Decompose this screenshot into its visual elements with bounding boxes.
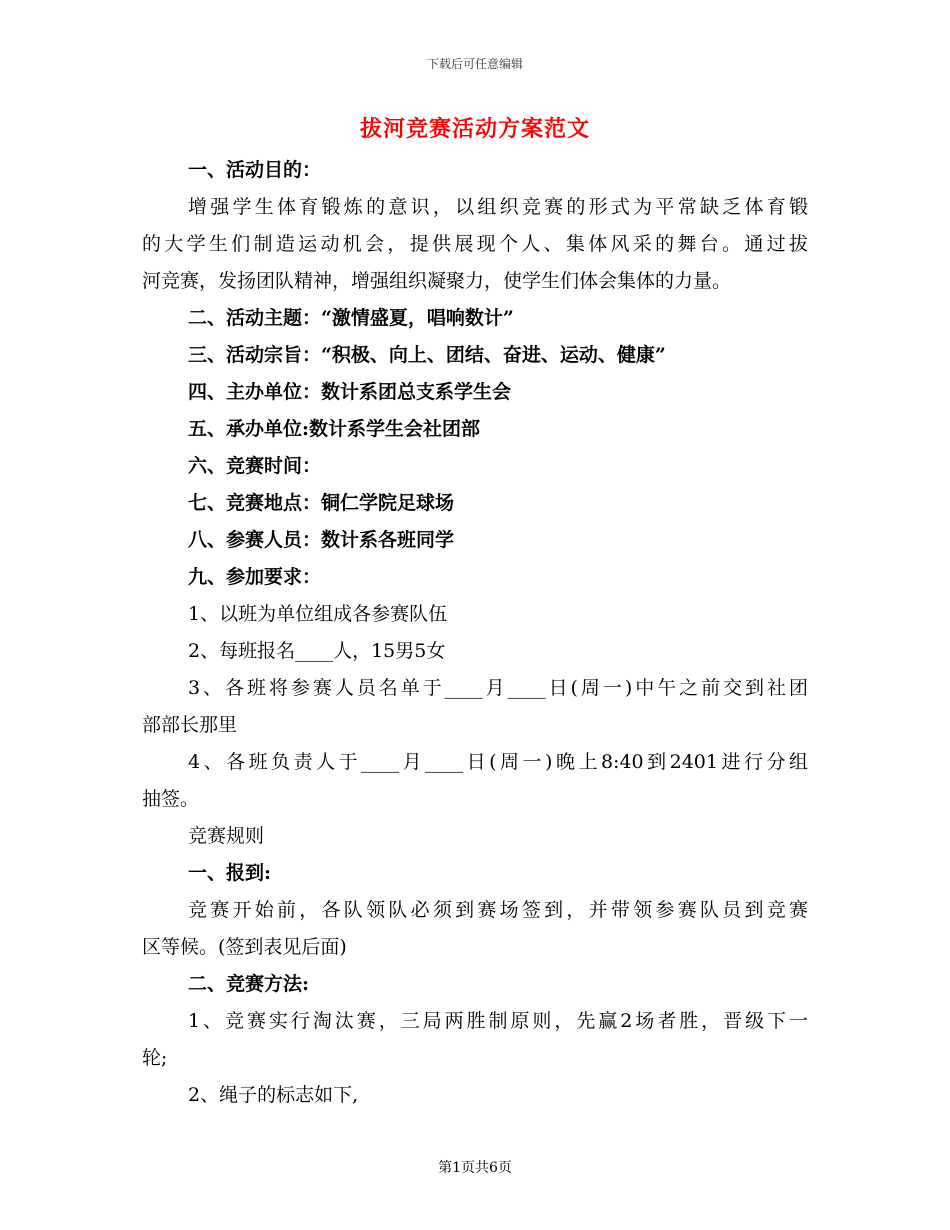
section-heading-method: 二、竞赛方法: [188,973,310,995]
section-heading-checkin: 一、报到: [188,862,272,884]
paragraph-line: 区等候。(签到表见后面) [142,936,347,958]
list-item: 1、竞赛实行淘汰赛，三局两胜制原则，先赢2场者胜，晋级下一 [188,1010,808,1032]
section-heading-time: 六、竞赛时间： [188,455,322,477]
list-item-continuation: 轮; [142,1047,168,1069]
list-item: 4、各班负责人于____月____日(周一)晚上8:40到2401进行分组 [188,751,808,773]
list-item: 3、各班将参赛人员名单于____月____日(周一)中午之前交到社团 [188,677,808,699]
document-title: 拔河竞赛活动方案范文 [359,116,590,142]
paragraph-line: 增强学生体育锻炼的意识，以组织竞赛的形式为平常缺乏体育锻 [188,196,808,218]
section-heading-participants: 八、参赛人员：数计系各班同学 [188,529,455,551]
paragraph-line: 竞赛开始前，各队领队必须到赛场签到，并带领参赛队员到竞赛 [188,899,808,921]
header-note: 下载后可任意编辑 [426,57,523,71]
section-title-rules: 竞赛规则 [188,825,265,847]
paragraph-line: 河竞赛，发扬团队精神，增强组织凝聚力，使学生们体会集体的力量。 [142,270,732,292]
section-heading-venue: 七、竞赛地点：铜仁学院足球场 [188,492,455,514]
list-item-continuation: 部部长那里 [142,714,238,736]
section-heading-theme: 二、活动主题：“激情盛夏，唱响数计” [188,307,514,329]
section-heading-host: 五、承办单位:数计系学生会社团部 [188,418,481,440]
paragraph-line: 的大学生们制造运动机会，提供展现个人、集体风采的舞台。通过拔 [142,233,808,255]
section-heading-purpose: 一、活动目的： [188,159,322,181]
list-item: 1、以班为单位组成各参赛队伍 [188,603,448,625]
document-body [142,152,808,1114]
list-item: 2、每班报名____人，15男5女 [188,640,446,662]
section-heading-requirements: 九、参加要求： [188,566,322,588]
list-item-continuation: 抽签。 [142,788,200,810]
page-number: 第1页共6页 [438,1160,512,1176]
list-item: 2、绳子的标志如下, [188,1084,359,1106]
section-heading-organizer: 四、主办单位：数计系团总支系学生会 [188,381,512,403]
section-heading-tenet: 三、活动宗旨：“积极、向上、团结、奋进、运动、健康” [188,344,666,366]
